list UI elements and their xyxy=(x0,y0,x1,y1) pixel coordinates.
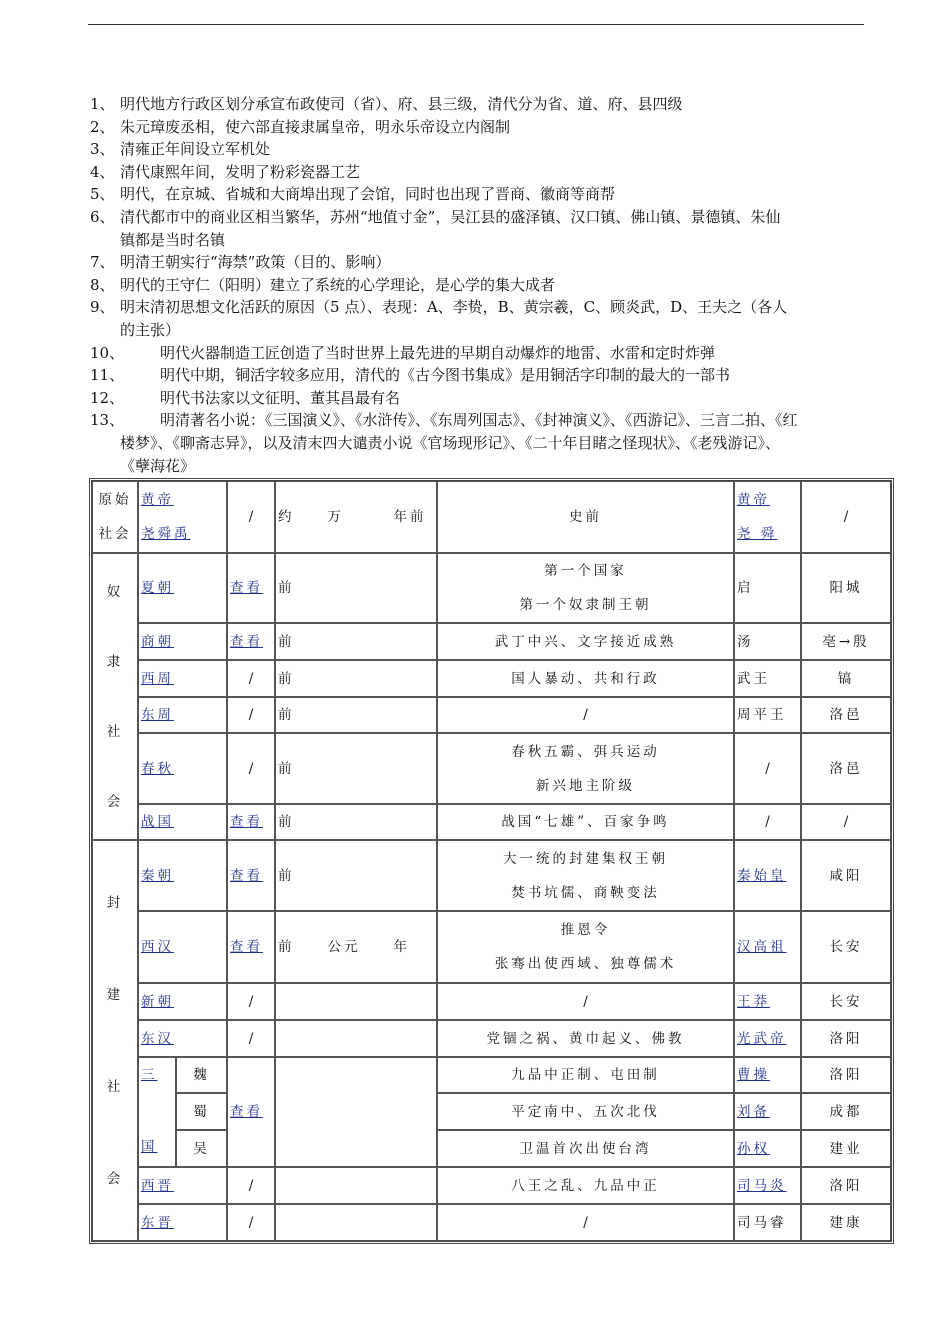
dynasty-link[interactable]: 商朝 xyxy=(141,633,174,650)
ruler-cell xyxy=(734,1093,801,1130)
detail-cell xyxy=(227,553,275,623)
view-link[interactable]: 查看 xyxy=(230,814,263,830)
header-rule xyxy=(88,24,864,25)
dynasty-cell xyxy=(138,697,227,733)
dynasty-cell xyxy=(138,804,227,840)
note-item: 4、 清代康熙年间，发明了粉彩瓷器工艺 xyxy=(90,162,361,181)
dynasty-cell xyxy=(138,623,227,660)
capital-cell: 阳城 xyxy=(801,553,891,623)
table-row xyxy=(92,697,891,733)
note-item: 13、 明清著名小说：《三国演义》、《水浒传》、《东周列国志》、《封神演义》、《西游记》、三言二拍、《红 xyxy=(90,411,798,430)
era-primitive: 原始 社会 xyxy=(92,481,138,553)
capital-cell: 建康 xyxy=(801,1204,891,1241)
ruler-link[interactable]: 王莽 xyxy=(737,993,770,1010)
note-continuation: 楼梦》、《聊斋志异》，以及清末四大谴责小说《官场现形记》、《二十年目睹之怪现状》、《老残游记》、 xyxy=(120,433,781,452)
time-cell: 前 公元 年 xyxy=(275,911,437,983)
time-cell: 前 xyxy=(275,697,437,733)
dynasty-cell xyxy=(138,911,227,983)
ruler-cell: 启 xyxy=(734,553,801,623)
table-row xyxy=(92,733,891,804)
note-continuation: 《孽海花》 xyxy=(120,456,196,475)
note-item: 10、 明代火器制造工匠创造了当时世界上最先进的早期自动爆炸的地雷、水雷和定时炸弹 xyxy=(90,343,716,362)
dynasty-link[interactable]: 黄帝 xyxy=(141,492,174,508)
kingdom-cell: 魏 xyxy=(176,1057,227,1093)
ruler-link[interactable]: 孙权 xyxy=(737,1140,770,1157)
event-cell: 平定南中、五次北伐 xyxy=(437,1093,734,1130)
dynasty-cell xyxy=(138,660,227,697)
time-cell xyxy=(275,983,437,1020)
time-cell xyxy=(275,1167,437,1204)
event-cell: 党锢之祸、黄巾起义、佛教 xyxy=(437,1020,734,1057)
dynasty-link[interactable]: 东周 xyxy=(141,707,174,723)
detail-cell: / xyxy=(227,1167,275,1204)
ruler-cell: 司马睿 xyxy=(734,1204,801,1241)
time-cell: 前 xyxy=(275,804,437,840)
detail-cell: / xyxy=(227,1204,275,1241)
capital-cell: 建业 xyxy=(801,1130,891,1167)
dynasty-link[interactable]: 夏朝 xyxy=(141,580,174,596)
capital-cell: 洛阳 xyxy=(801,1020,891,1057)
table-row xyxy=(92,1057,891,1093)
table-row xyxy=(92,911,891,983)
ruler-cell xyxy=(734,1020,801,1057)
dynasty-link[interactable]: 新朝 xyxy=(141,993,174,1010)
event-cell: / xyxy=(437,983,734,1020)
event-cell: 战国“七雄”、百家争鸣 xyxy=(437,804,734,840)
dynasty-table xyxy=(89,478,894,1244)
ruler-cell xyxy=(734,1130,801,1167)
detail-cell xyxy=(227,840,275,911)
ruler-cell xyxy=(734,840,801,911)
kingdom-cell: 吴 xyxy=(176,1130,227,1167)
time-cell: 前 xyxy=(275,623,437,660)
dynasty-link[interactable]: 西汉 xyxy=(141,939,174,955)
time-cell xyxy=(275,1204,437,1241)
time-cell: 约 万 年前 xyxy=(275,481,437,553)
time-cell xyxy=(275,1057,437,1167)
view-link[interactable]: 查看 xyxy=(230,580,263,596)
ruler-cell xyxy=(734,481,801,553)
table-row xyxy=(92,1204,891,1241)
detail-cell: / xyxy=(227,697,275,733)
dynasty-link[interactable]: 春秋 xyxy=(141,760,174,777)
dynasty-link[interactable]: 战国 xyxy=(141,814,174,830)
table-row xyxy=(92,840,891,911)
detail-cell xyxy=(227,804,275,840)
table-row xyxy=(92,1093,891,1130)
note-continuation: 的主张） xyxy=(120,320,181,339)
ruler-cell xyxy=(734,983,801,1020)
dynasty-link[interactable]: 尧舜禹 xyxy=(141,526,191,542)
view-link[interactable]: 查看 xyxy=(230,867,263,884)
event-cell: 大一统的封建集权王朝 焚书坑儒、商鞅变法 xyxy=(437,840,734,911)
time-cell: 前 xyxy=(275,553,437,623)
capital-cell: / xyxy=(801,481,891,553)
capital-cell: 洛邑 xyxy=(801,733,891,804)
capital-cell: 洛邑 xyxy=(801,697,891,733)
ruler-cell xyxy=(734,1167,801,1204)
ruler-cell: 武王 xyxy=(734,660,801,697)
dynasty-link[interactable]: 西周 xyxy=(141,670,174,687)
detail-cell xyxy=(227,911,275,983)
ruler-link[interactable]: 黄帝 xyxy=(737,492,770,508)
ruler-cell: / xyxy=(734,804,801,840)
ruler-cell: 周平王 xyxy=(734,697,801,733)
event-cell: / xyxy=(437,1204,734,1241)
view-link[interactable]: 查看 xyxy=(230,1104,263,1120)
capital-cell: 长安 xyxy=(801,911,891,983)
capital-cell: 长安 xyxy=(801,983,891,1020)
note-item: 2、 朱元璋废丞相，使六部直接隶属皇帝，明永乐帝设立内阁制 xyxy=(90,117,511,136)
table-row xyxy=(92,1167,891,1204)
dynasty-cell xyxy=(138,733,227,804)
note-item: 7、 明清王朝实行“海禁”政策（目的、影响） xyxy=(90,253,391,272)
ruler-cell xyxy=(734,1057,801,1093)
event-cell: 九品中正制、屯田制 xyxy=(437,1057,734,1093)
view-link[interactable]: 查看 xyxy=(230,939,263,955)
detail-cell: / xyxy=(227,481,275,553)
dynasty-link[interactable]: 三 xyxy=(141,1067,158,1083)
dynasty-link[interactable]: 西晋 xyxy=(141,1177,174,1194)
capital-cell: / xyxy=(801,804,891,840)
time-cell: 前 xyxy=(275,660,437,697)
event-cell: / xyxy=(437,697,734,733)
ruler-link[interactable]: 光武帝 xyxy=(737,1030,787,1047)
capital-cell: 洛阳 xyxy=(801,1057,891,1093)
table-row xyxy=(92,1130,891,1167)
note-item: 3、 清雍正年间设立军机处 xyxy=(90,140,271,159)
table-row xyxy=(92,623,891,660)
event-cell: 春秋五霸、弭兵运动 新兴地主阶级 xyxy=(437,733,734,804)
event-cell: 武丁中兴、文字接近成熟 xyxy=(437,623,734,660)
capital-cell: 咸阳 xyxy=(801,840,891,911)
table-row xyxy=(92,660,891,697)
note-continuation: 镇都是当时名镇 xyxy=(120,230,226,249)
view-link[interactable]: 查看 xyxy=(230,633,263,650)
dynasty-cell xyxy=(138,1057,176,1167)
note-item: 9、 明末清初思想文化活跃的原因（5 点）、表现：A、李贽，B、黄宗羲，C、顾炎武，D、王夫之（各人 xyxy=(90,298,788,317)
dynasty-cell xyxy=(138,840,227,911)
detail-cell: / xyxy=(227,1020,275,1057)
time-cell: 前 xyxy=(275,840,437,911)
dynasty-link[interactable]: 秦朝 xyxy=(141,867,174,884)
capital-cell: 镐 xyxy=(801,660,891,697)
event-cell: 国人暴动、共和行政 xyxy=(437,660,734,697)
ruler-link[interactable]: 司马炎 xyxy=(737,1177,787,1194)
note-item: 1、 明代地方行政区划分承宣布政使司（省）、府、县三级，清代分为省、道、府、县四级 xyxy=(90,95,683,113)
table-row xyxy=(92,553,891,623)
event-cell: 第一个国家 第一个奴隶制王朝 xyxy=(437,553,734,623)
note-item: 11、 明代中期，铜活字较多应用，清代的《古今图书集成》是用铜活字印制的最大的一部书 xyxy=(90,366,731,385)
dynasty-link[interactable]: 国 xyxy=(141,1139,158,1155)
table-row xyxy=(92,1020,891,1057)
ruler-link[interactable]: 曹操 xyxy=(737,1067,770,1083)
capital-cell: 亳→殷 xyxy=(801,623,891,660)
era-slave: 奴 隶 社 会 xyxy=(92,553,138,840)
ruler-link[interactable]: 刘备 xyxy=(737,1103,770,1120)
detail-cell: / xyxy=(227,733,275,804)
ruler-cell: 汤 xyxy=(734,623,801,660)
capital-cell: 成都 xyxy=(801,1093,891,1130)
ruler-cell xyxy=(734,911,801,983)
ruler-link[interactable]: 秦始皇 xyxy=(737,867,787,884)
ruler-link[interactable]: 尧 舜 xyxy=(737,526,778,542)
table-row xyxy=(92,983,891,1020)
dynasty-cell xyxy=(138,553,227,623)
dynasty-cell xyxy=(138,481,227,553)
kingdom-cell: 蜀 xyxy=(176,1093,227,1130)
note-item: 5、 明代，在京城、省城和大商埠出现了会馆，同时也出现了晋商、徽商等商帮 xyxy=(90,185,616,204)
time-cell: 前 xyxy=(275,733,437,804)
ruler-link[interactable]: 汉高祖 xyxy=(737,939,787,955)
detail-cell: / xyxy=(227,660,275,697)
detail-cell xyxy=(227,1057,275,1167)
dynasty-link[interactable]: 东晋 xyxy=(141,1214,174,1231)
dynasty-cell xyxy=(138,1204,227,1241)
note-item: 6、 清代都市中的商业区相当繁华，苏州“地值寸金”，吴江县的盛泽镇、汉口镇、佛山镇、景德镇、朱仙 xyxy=(90,207,781,226)
table-row xyxy=(92,481,891,553)
era-feudal: 封 建 社 会 xyxy=(92,840,138,1241)
note-item: 12、 明代书法家以文征明、董其昌最有名 xyxy=(90,388,401,407)
capital-cell: 洛阳 xyxy=(801,1167,891,1204)
time-cell xyxy=(275,1020,437,1057)
dynasty-link[interactable]: 东汉 xyxy=(141,1030,174,1047)
event-cell: 史前 xyxy=(437,481,734,553)
table-row xyxy=(92,804,891,840)
event-cell: 推恩令 张骞出使西域、独尊儒术 xyxy=(437,911,734,983)
note-item: 8、 明代的王守仁（阳明）建立了系统的心学理论，是心学的集大成者 xyxy=(90,275,556,294)
dynasty-cell xyxy=(138,1167,227,1204)
notes-list xyxy=(90,93,865,477)
event-cell: 八王之乱、九品中正 xyxy=(437,1167,734,1204)
event-cell: 卫温首次出使台湾 xyxy=(437,1130,734,1167)
dynasty-cell xyxy=(138,1020,227,1057)
detail-cell xyxy=(227,623,275,660)
dynasty-cell xyxy=(138,983,227,1020)
detail-cell: / xyxy=(227,983,275,1020)
ruler-cell: / xyxy=(734,733,801,804)
